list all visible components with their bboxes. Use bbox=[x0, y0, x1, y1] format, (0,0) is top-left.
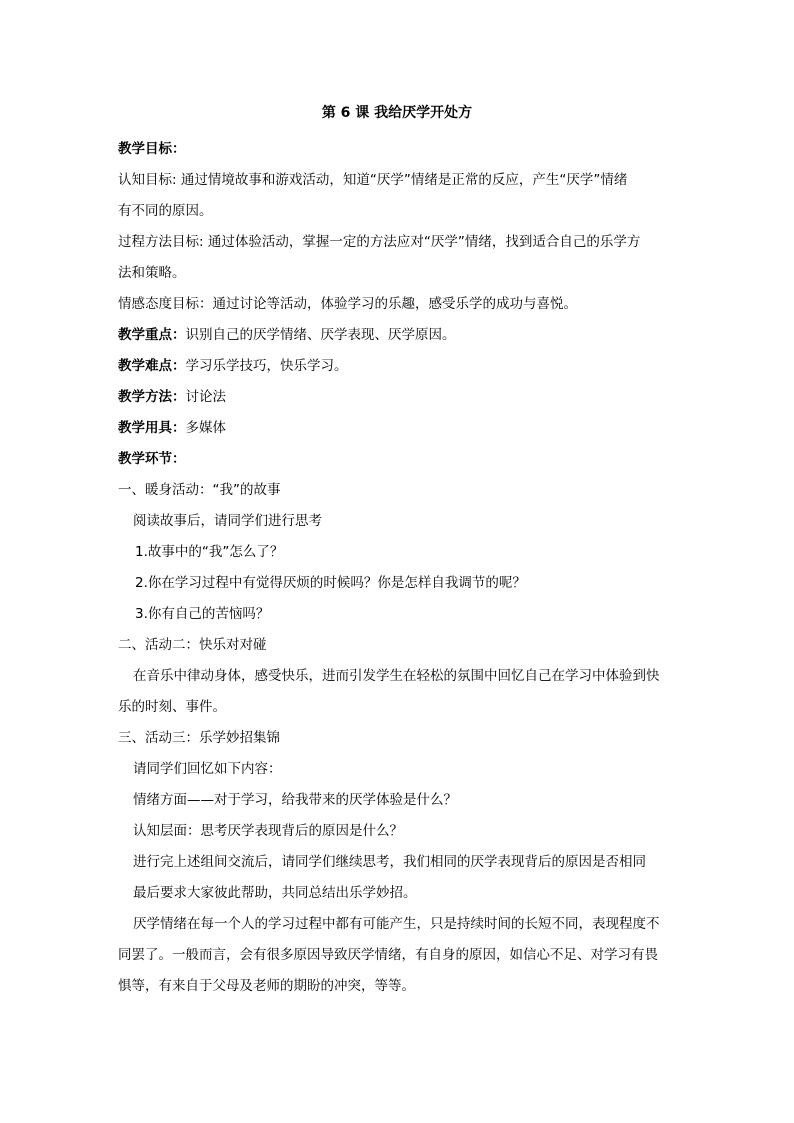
document-body bbox=[118, 134, 678, 1002]
lesson-title: 第 6 课 我给厌学开处方 bbox=[321, 105, 473, 121]
difficulties-label: 教学难点： bbox=[118, 358, 186, 374]
tools-text: 多媒体 bbox=[185, 420, 226, 436]
objectives-heading: 教学目标： bbox=[118, 141, 186, 157]
section1-question-3: 3.你有自己的苦恼吗？ bbox=[135, 606, 270, 622]
key-points-label: 教学重点： bbox=[118, 327, 186, 343]
section3-emotion: 情绪方面——对于学习，给我带来的厌学体验是什么？ bbox=[133, 792, 457, 808]
difficulties-text: 学习乐学技巧，快乐学习。 bbox=[185, 358, 348, 374]
section1-heading: 一、暖身活动：“我”的故事 bbox=[118, 482, 281, 498]
section3-discussion: 进行完上述组间交流后，请同学们继续思考，我们相同的厌学表现背后的原因是否相同 bbox=[133, 854, 646, 870]
closing-line-2: 同罢了。一般而言，会有很多原因导致厌学情绪，有自身的原因，如信心不足、对学习有畏 bbox=[118, 947, 658, 963]
section2-heading: 二、活动二：快乐对对碰 bbox=[118, 637, 267, 653]
process-objective-line-1: 过程方法目标: 通过体验活动，掌握一定的方法应对“厌学”情绪，找到适合自己的乐学方 bbox=[118, 234, 641, 250]
section1-question-1: 1.故事中的“我”怎么了？ bbox=[135, 544, 284, 560]
section3-intro: 请同学们回忆如下内容： bbox=[133, 761, 282, 777]
section1-question-2: 2.你在学习过程中有觉得厌烦的时候吗？你是怎样自我调节的呢？ bbox=[135, 575, 526, 591]
closing-line-1: 厌学情绪在每一个人的学习过程中都有可能产生，只是持续时间的长短不同，表现程度不 bbox=[133, 916, 660, 932]
method-row bbox=[118, 382, 678, 413]
section3-final: 最后要求大家彼此帮助，共同总结出乐学妙招。 bbox=[133, 885, 417, 901]
emotion-objective-line: 情感态度目标：通过讨论等活动，体验学习的乐趣，感受乐学的成功与喜悦。 bbox=[118, 296, 577, 312]
closing-line-3: 惧等，有来自于父母及老师的期盼的冲突，等等。 bbox=[118, 978, 415, 994]
difficulties-row bbox=[118, 351, 678, 382]
method-label: 教学方法： bbox=[118, 389, 186, 405]
section2-line-2: 乐的时刻、事件。 bbox=[118, 699, 226, 715]
section1-intro: 阅读故事后，请同学们进行思考 bbox=[133, 513, 322, 529]
tools-label: 教学用具： bbox=[118, 420, 186, 436]
section3-heading: 三、活动三：乐学妙招集锦 bbox=[118, 730, 280, 746]
section3-cognition: 认知层面：思考厌学表现背后的原因是什么？ bbox=[133, 823, 403, 839]
method-text: 讨论法 bbox=[185, 389, 226, 405]
cognitive-objective-line-2: 有不同的原因。 bbox=[118, 203, 213, 219]
process-objective-line-2: 法和策略。 bbox=[118, 265, 186, 281]
key-points-row bbox=[118, 320, 678, 351]
tools-row bbox=[118, 413, 678, 444]
steps-heading: 教学环节： bbox=[118, 451, 186, 467]
key-points-text: 识别自己的厌学情绪、厌学表现、厌学原因。 bbox=[185, 327, 456, 343]
cognitive-objective-line-1: 认知目标: 通过情境故事和游戏活动，知道“厌学”情绪是正常的反应，产生“厌学”情绪 bbox=[118, 172, 628, 188]
section2-line-1: 在音乐中律动身体，感受快乐，进而引发学生在轻松的氛围中回忆自己在学习中体验到快 bbox=[133, 668, 660, 684]
